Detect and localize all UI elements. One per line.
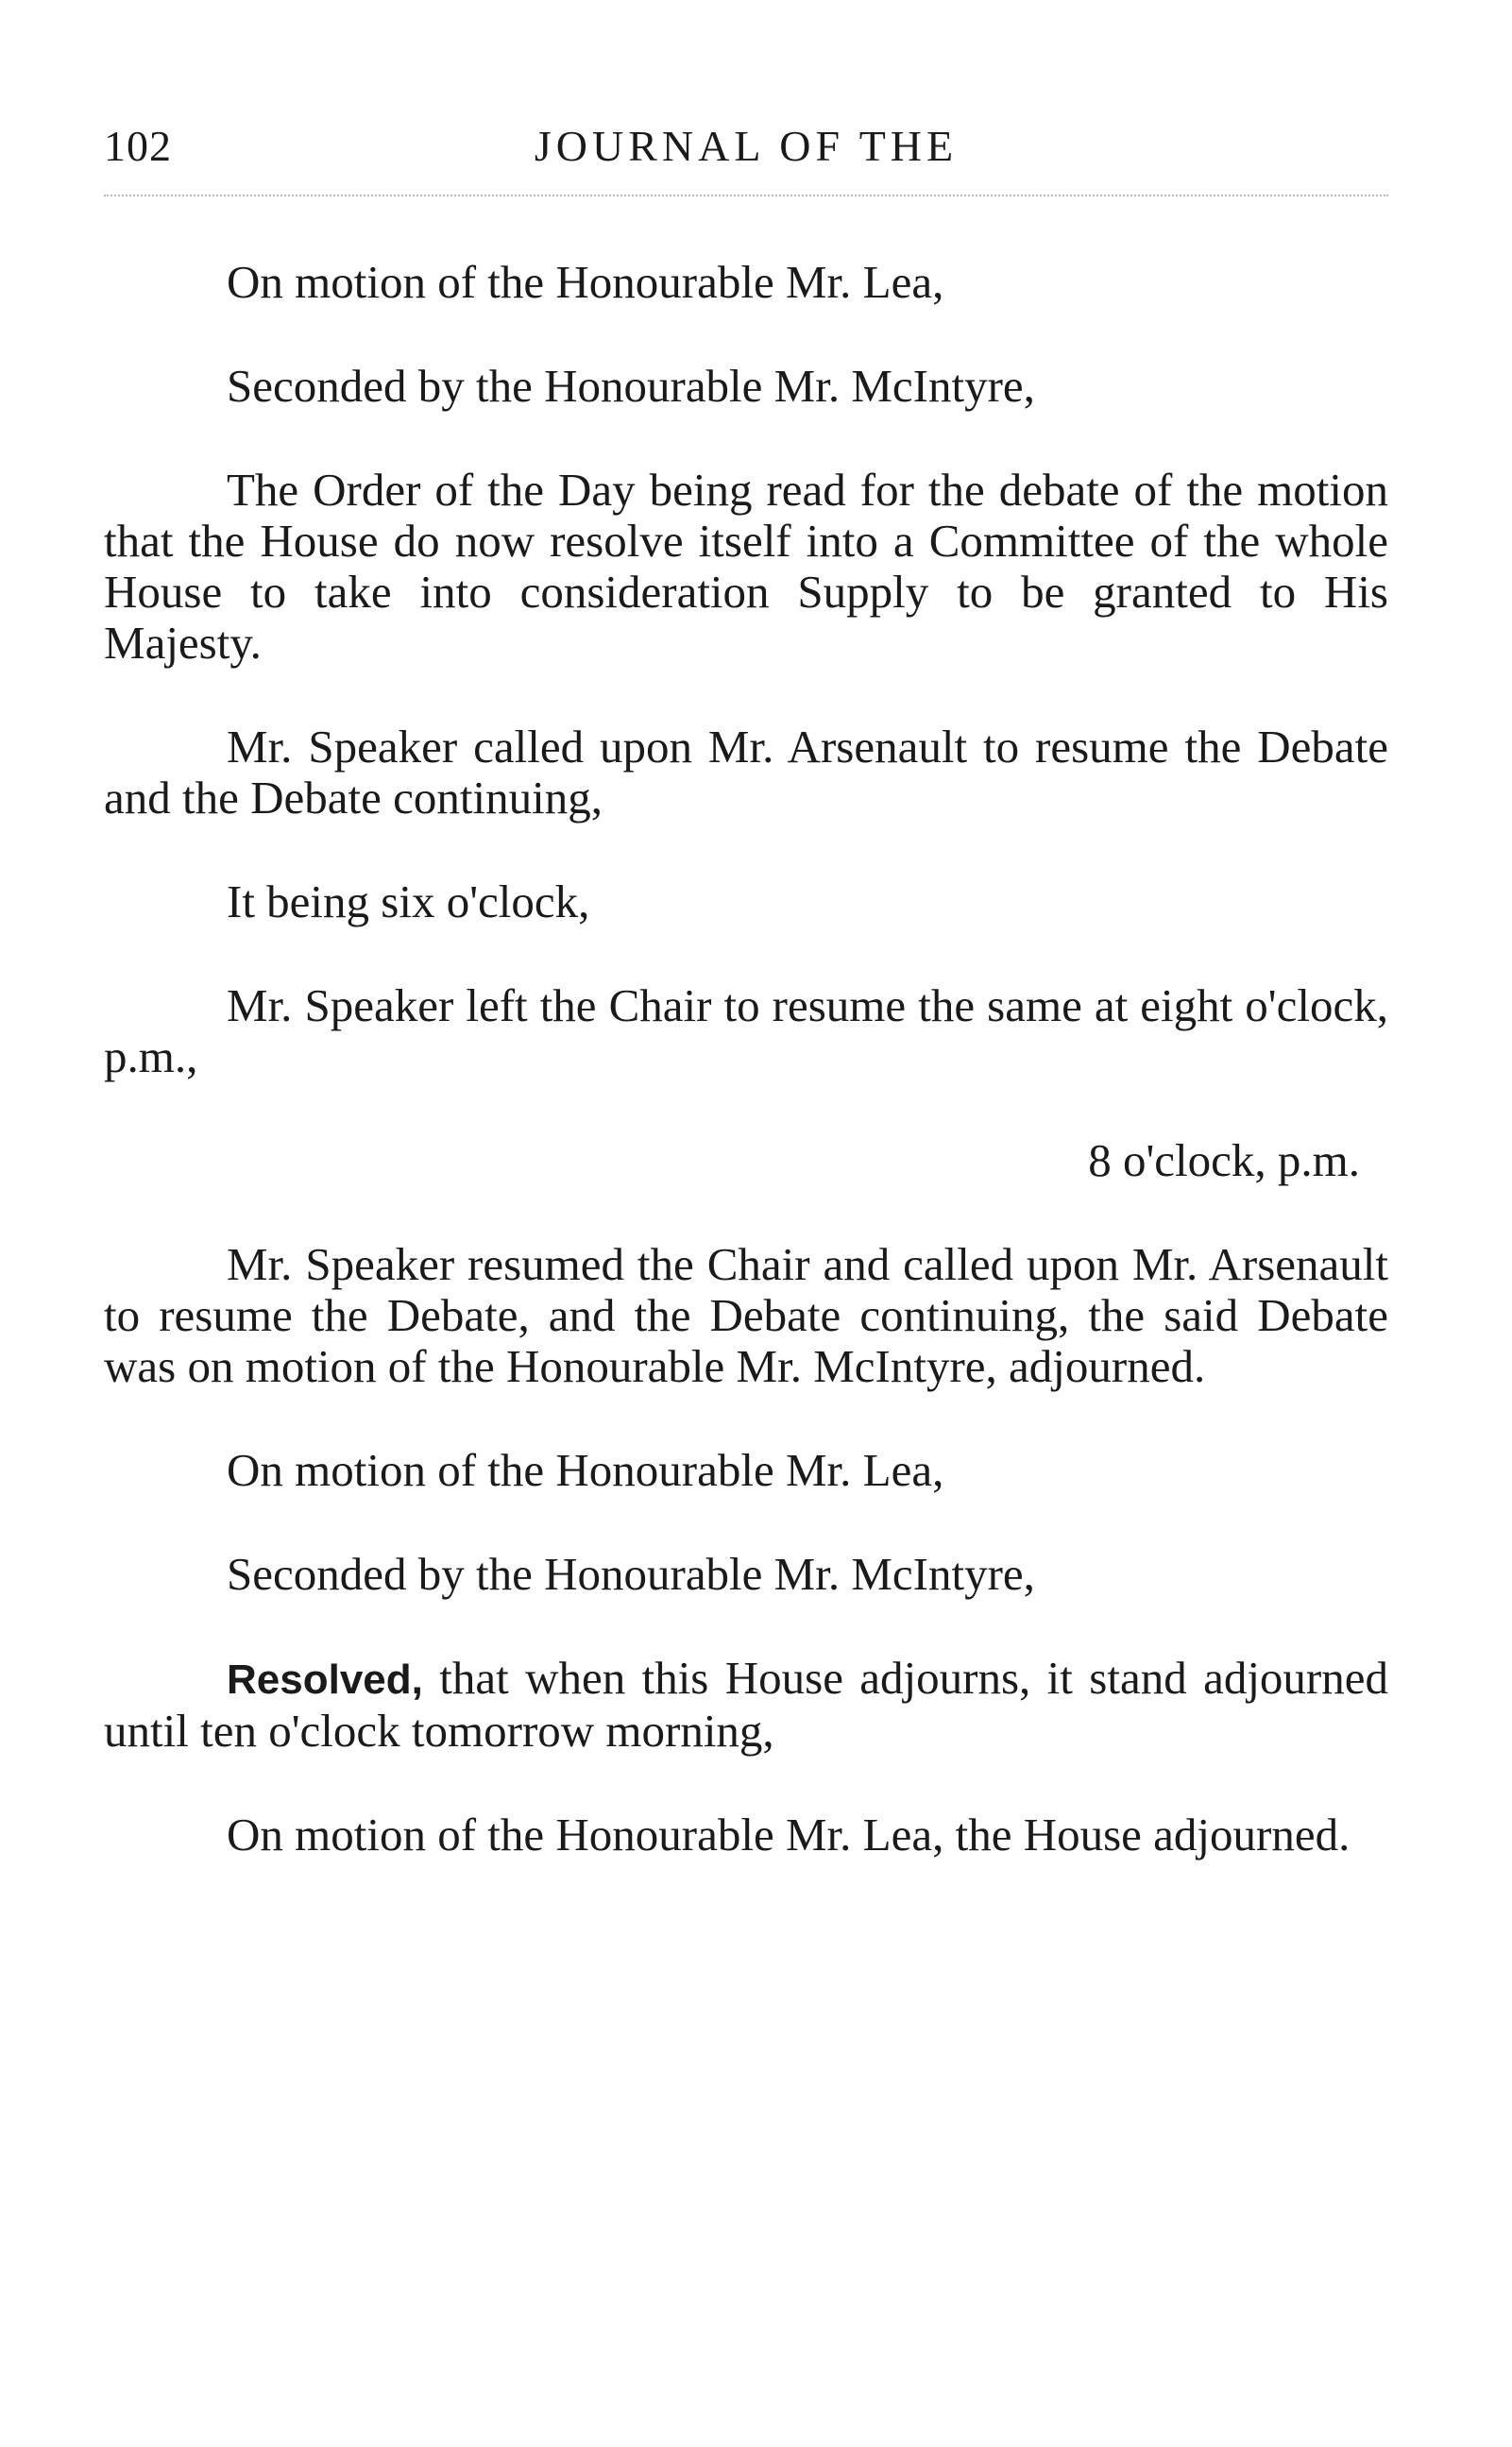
resolution-text: that when this House adjourns, it stand adjourned until ten o'clock tomorrow morning, xyxy=(104,1652,1388,1757)
running-head: JOURNAL OF THE xyxy=(534,122,959,170)
resolved-label: Resolved, xyxy=(227,1657,423,1703)
page-header xyxy=(104,121,1388,178)
time-marker: 8 o'clock, p.m. xyxy=(1088,1134,1360,1186)
journal-body xyxy=(104,257,1388,1861)
motion-paragraph: On motion of the Honourable Mr. Lea, xyxy=(227,256,944,308)
page-number: 102 xyxy=(104,122,172,170)
motion-paragraph: On motion of the Honourable Mr. Lea, xyxy=(227,1444,944,1496)
speaker-left-paragraph: Mr. Speaker left the Chair to resume the same at eight o'clock, p.m., xyxy=(104,979,1388,1082)
seconded-paragraph: Seconded by the Honourable Mr. McIntyre, xyxy=(227,360,1035,412)
resolution-paragraph xyxy=(104,1653,1388,1757)
six-oclock-paragraph: It being six o'clock, xyxy=(227,875,590,927)
speaker-resumed-paragraph: Mr. Speaker resumed the Chair and called upon Mr. Arsenault to resume the Debate, and the Debate continuing, the said Debate was on motion of the Honourable Mr. McIntyre, adjourned. xyxy=(104,1238,1388,1392)
adjournment-paragraph: On motion of the Honourable Mr. Lea, the House adjourned. xyxy=(227,1809,1351,1861)
seconded-paragraph: Seconded by the Honourable Mr. McIntyre, xyxy=(227,1548,1035,1600)
order-of-day-paragraph: The Order of the Day being read for the debate of the motion that the House do now resolve itself into a Committee of the whole House to take into consideration Supply to be granted to His Majesty. xyxy=(104,464,1388,669)
debate-paragraph: Mr. Speaker called upon Mr. Arsenault to resume the Debate and the Debate continuing, xyxy=(104,721,1388,824)
header-rule xyxy=(104,195,1388,196)
